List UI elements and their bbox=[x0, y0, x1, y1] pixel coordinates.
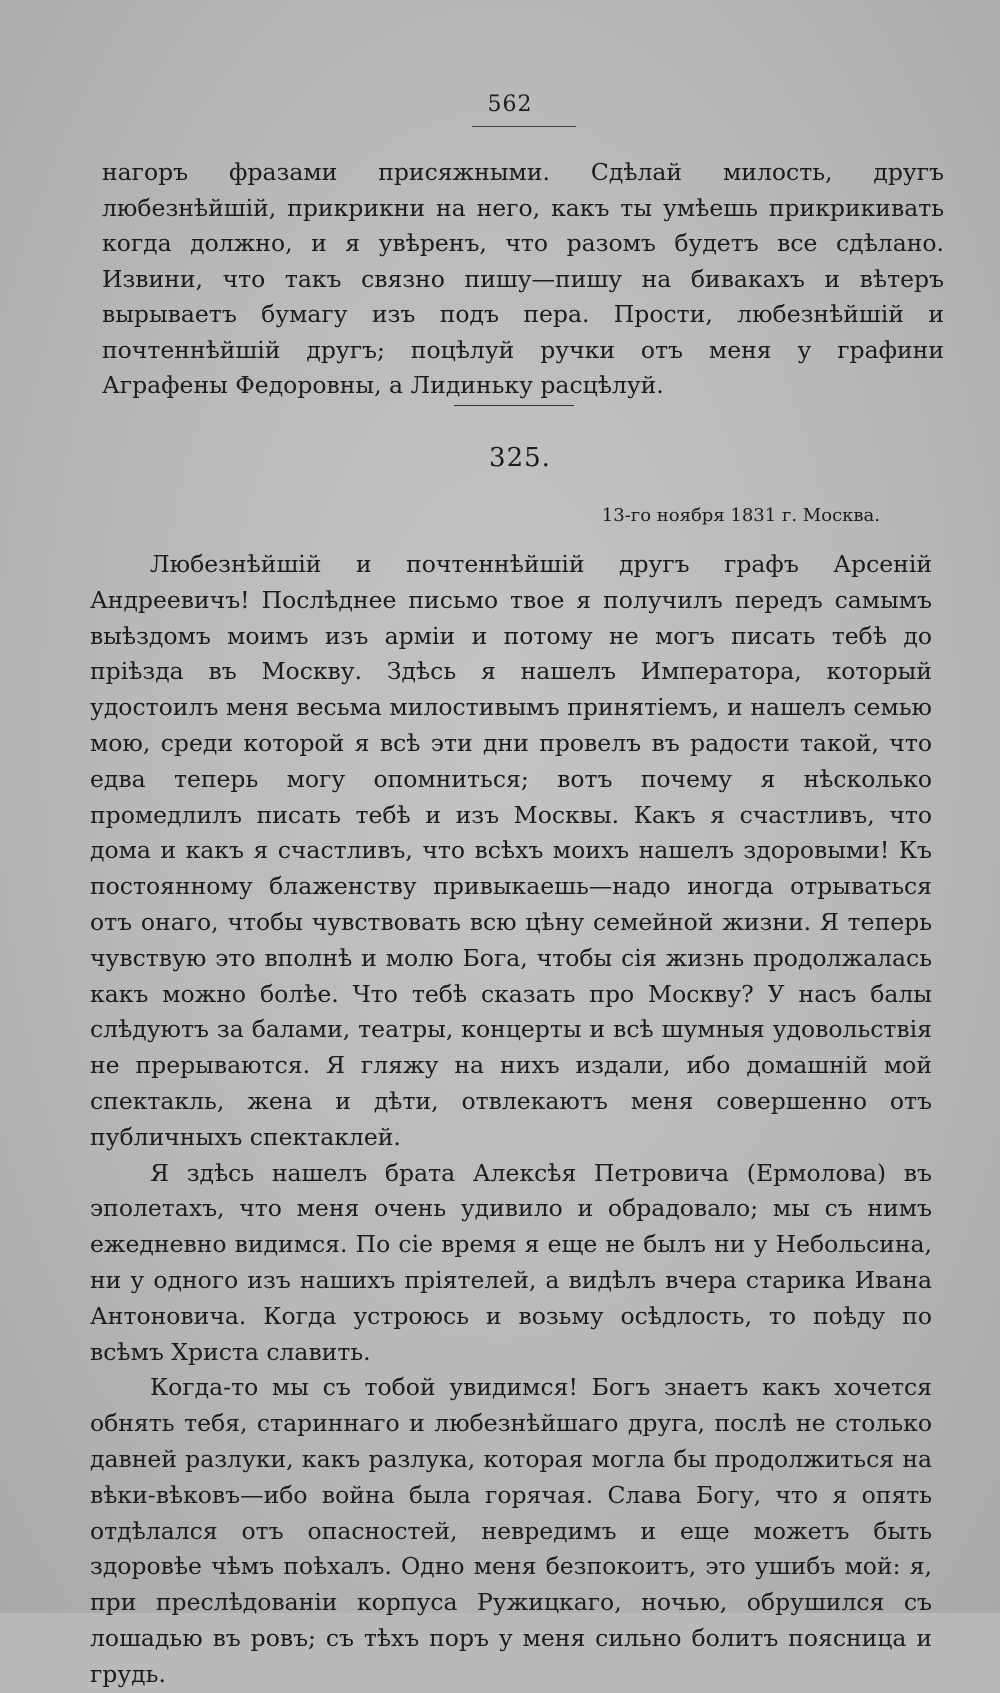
section-divider bbox=[454, 405, 574, 406]
continued-paragraph: нагоръ фразами присяжными. Сдѣлай милость, другъ любезнѣйшій, прикрикни на него, какъ ты умѣешь прикрикивать когда должно, и я увѣренъ, что разомъ будетъ все сдѣлано. Извини, что такъ связно пишу—пишу на бивакахъ и вѣтеръ вырываетъ бумагу изъ подъ пера. Прости, любезнѣйшій и почтеннѣйшій другъ; поцѣлуй ручки отъ меня у графини Аграфены Федоровны, а Лидиньку расцѣлуй. bbox=[102, 158, 944, 399]
letter-paragraph-3: Когда-то мы съ тобой увидимся! Богъ знаетъ какъ хочется обнять тебя, стариннаго и любезнѣйшаго друга, послѣ не столько давней разлуки, какъ разлука, которая могла бы продолжиться на вѣки-вѣковъ—ибо война была горячая. Слава Богу, что я опять отдѣлался отъ опасностей, невредимъ и еще можетъ быть здоровѣе чѣмъ поѣхалъ. Одно меня безпокоитъ, это ушибъ мой: я, при преслѣдованіи корпуса Ружицкаго, ночью, обрушился съ лошадью въ ровъ; съ тѣхъ поръ у меня сильно болитъ поясница и грудь. bbox=[90, 1373, 932, 1688]
letter-dateline: 13-го ноября 1831 г. Москва. bbox=[601, 505, 880, 526]
letter-paragraph-1: Любезнѣйшій и почтеннѣйшій другъ графъ Арсеній Андреевичъ! Послѣднее письмо твое я получилъ передъ самымъ выѣздомъ моимъ изъ арміи и потому не могъ писать тебѣ до пріѣзда въ Москву. Здѣсь я нашелъ Императора, который удостоилъ меня весьма милостивымъ принятіемъ, и нашелъ семью мою, среди которой я всѣ эти дни провелъ въ радости такой, что едва теперь могу опомниться; вотъ почему я нѣсколько промедлилъ писать тебѣ и изъ Москвы. Какъ я счастливъ, что дома и какъ я счастливъ, что всѣхъ моихъ нашелъ здоровыми! Къ постоянному блаженству привыкаешь—надо иногда отрываться отъ онаго, чтобы чувствовать всю цѣну семейной жизни. Я теперь чувствую это вполнѣ и молю Бога, чтобы сія жизнь продолжалась какъ можно болѣе. Что тебѣ сказать про Москву? У насъ балы слѣдуютъ за балами, театры, концерты и всѣ шумныя удовольствія не прерываются. Я гляжу на нихъ издали, ибо домашній мой спектакль, жена и дѣти, отвлекаютъ меня совершенно отъ публичныхъ спектаклей. bbox=[90, 550, 932, 1151]
letter-paragraph-2: Я здѣсь нашелъ брата Алексѣя Петровича (Ермолова) въ эполетахъ, что меня очень удивило и обрадовало; мы съ нимъ ежедневно видимся. По сіе время я еще не былъ ни у Небольсина, ни у одного изъ нашихъ пріятелей, а видѣлъ вчера старика Ивана Антоновича. Когда устроюсь и возьму осѣдлость, то поѣду по всѣмъ Христа славить. bbox=[90, 1158, 932, 1366]
letter-body bbox=[90, 547, 932, 1693]
page-number-rule bbox=[472, 126, 576, 127]
page-number: 562 bbox=[487, 92, 533, 117]
letter-number: 325. bbox=[489, 443, 551, 473]
